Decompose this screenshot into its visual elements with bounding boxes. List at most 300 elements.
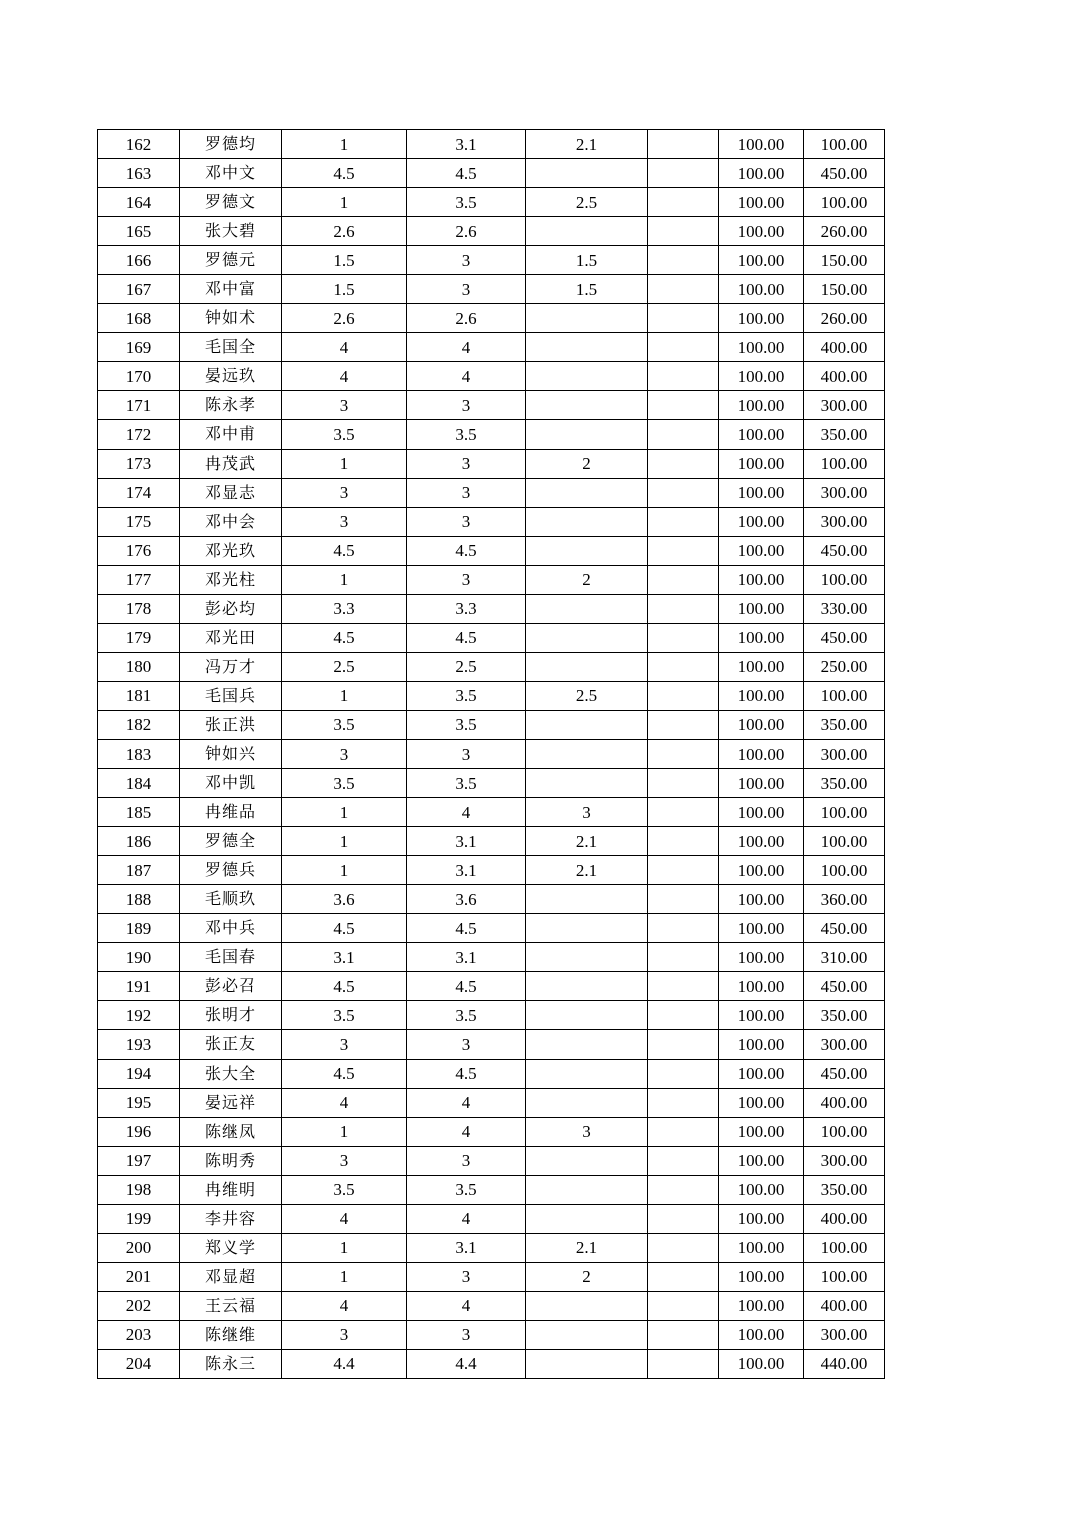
table-row: [98, 536, 885, 565]
table-row: [98, 856, 885, 885]
amount-cell: 100.00: [804, 1262, 885, 1291]
value-c-cell: [526, 1146, 648, 1175]
amount-cell: 100.00: [804, 449, 885, 478]
value-d-cell: [648, 1001, 719, 1030]
value-d-cell: [648, 246, 719, 275]
row-number-cell: 178: [98, 594, 180, 623]
value-d-cell: [648, 391, 719, 420]
unit-price-cell: 100.00: [719, 914, 804, 943]
unit-price-cell: 100.00: [719, 536, 804, 565]
value-c-cell: 2.5: [526, 188, 648, 217]
row-number-cell: 177: [98, 565, 180, 594]
name-cell: 陈永三: [180, 1349, 282, 1378]
value-b-cell: 3: [407, 246, 526, 275]
table-row: [98, 130, 885, 159]
name-cell: 邓中兵: [180, 914, 282, 943]
amount-cell: 400.00: [804, 1088, 885, 1117]
value-a-cell: 3.5: [282, 420, 407, 449]
row-number-cell: 194: [98, 1059, 180, 1088]
value-d-cell: [648, 1146, 719, 1175]
unit-price-cell: 100.00: [719, 769, 804, 798]
row-number-cell: 169: [98, 333, 180, 362]
amount-cell: 350.00: [804, 1001, 885, 1030]
table-row: [98, 217, 885, 246]
name-cell: 邓显志: [180, 478, 282, 507]
value-c-cell: 2: [526, 1262, 648, 1291]
table-row: [98, 739, 885, 768]
value-b-cell: 3.1: [407, 943, 526, 972]
value-a-cell: 3: [282, 1030, 407, 1059]
value-b-cell: 4.5: [407, 914, 526, 943]
table-body: [98, 130, 885, 1379]
name-cell: 罗德全: [180, 827, 282, 856]
name-cell: 晏远玖: [180, 362, 282, 391]
name-cell: 罗德均: [180, 130, 282, 159]
row-number-cell: 174: [98, 478, 180, 507]
value-d-cell: [648, 1175, 719, 1204]
table-row: [98, 333, 885, 362]
value-b-cell: 3.1: [407, 1233, 526, 1262]
unit-price-cell: 100.00: [719, 130, 804, 159]
value-a-cell: 4.5: [282, 536, 407, 565]
table-row: [98, 1175, 885, 1204]
table-row: [98, 246, 885, 275]
data-table: [97, 129, 885, 1379]
value-c-cell: [526, 362, 648, 391]
amount-cell: 440.00: [804, 1349, 885, 1378]
value-b-cell: 4.4: [407, 1349, 526, 1378]
table-row: [98, 275, 885, 304]
row-number-cell: 203: [98, 1320, 180, 1349]
amount-cell: 100.00: [804, 188, 885, 217]
amount-cell: 100.00: [804, 681, 885, 710]
value-d-cell: [648, 1320, 719, 1349]
value-d-cell: [648, 827, 719, 856]
value-b-cell: 3: [407, 565, 526, 594]
name-cell: 张大全: [180, 1059, 282, 1088]
row-number-cell: 195: [98, 1088, 180, 1117]
row-number-cell: 197: [98, 1146, 180, 1175]
unit-price-cell: 100.00: [719, 565, 804, 594]
value-b-cell: 2.5: [407, 652, 526, 681]
name-cell: 张正洪: [180, 710, 282, 739]
value-c-cell: [526, 1349, 648, 1378]
name-cell: 邓中文: [180, 159, 282, 188]
table-row: [98, 449, 885, 478]
name-cell: 郑义学: [180, 1233, 282, 1262]
value-b-cell: 3.6: [407, 885, 526, 914]
table-row: [98, 827, 885, 856]
row-number-cell: 184: [98, 769, 180, 798]
amount-cell: 300.00: [804, 507, 885, 536]
value-c-cell: [526, 739, 648, 768]
value-c-cell: [526, 159, 648, 188]
name-cell: 邓光田: [180, 623, 282, 652]
value-c-cell: [526, 943, 648, 972]
value-d-cell: [648, 623, 719, 652]
value-b-cell: 3: [407, 1146, 526, 1175]
value-a-cell: 4.5: [282, 159, 407, 188]
value-a-cell: 2.6: [282, 217, 407, 246]
value-b-cell: 3.5: [407, 1175, 526, 1204]
value-c-cell: [526, 1030, 648, 1059]
value-a-cell: 1: [282, 827, 407, 856]
value-a-cell: 1: [282, 856, 407, 885]
name-cell: 邓中凯: [180, 769, 282, 798]
name-cell: 李井容: [180, 1204, 282, 1233]
row-number-cell: 170: [98, 362, 180, 391]
value-a-cell: 1: [282, 449, 407, 478]
row-number-cell: 200: [98, 1233, 180, 1262]
value-b-cell: 4: [407, 1117, 526, 1146]
value-c-cell: 3: [526, 1117, 648, 1146]
unit-price-cell: 100.00: [719, 1262, 804, 1291]
value-c-cell: [526, 769, 648, 798]
name-cell: 张正友: [180, 1030, 282, 1059]
unit-price-cell: 100.00: [719, 1030, 804, 1059]
value-a-cell: 3.5: [282, 1001, 407, 1030]
value-c-cell: [526, 652, 648, 681]
unit-price-cell: 100.00: [719, 478, 804, 507]
amount-cell: 400.00: [804, 333, 885, 362]
amount-cell: 100.00: [804, 1117, 885, 1146]
unit-price-cell: 100.00: [719, 1001, 804, 1030]
value-c-cell: 2.5: [526, 681, 648, 710]
value-b-cell: 3.1: [407, 856, 526, 885]
row-number-cell: 168: [98, 304, 180, 333]
amount-cell: 100.00: [804, 856, 885, 885]
value-a-cell: 3: [282, 507, 407, 536]
unit-price-cell: 100.00: [719, 1146, 804, 1175]
amount-cell: 300.00: [804, 739, 885, 768]
value-b-cell: 3: [407, 739, 526, 768]
table-row: [98, 1349, 885, 1378]
name-cell: 张明才: [180, 1001, 282, 1030]
name-cell: 冉维品: [180, 798, 282, 827]
name-cell: 邓中会: [180, 507, 282, 536]
value-b-cell: 4: [407, 333, 526, 362]
table-row: [98, 885, 885, 914]
value-d-cell: [648, 914, 719, 943]
table-row: [98, 623, 885, 652]
name-cell: 罗德兵: [180, 856, 282, 885]
value-a-cell: 3: [282, 1146, 407, 1175]
row-number-cell: 162: [98, 130, 180, 159]
value-a-cell: 3.3: [282, 594, 407, 623]
table-row: [98, 565, 885, 594]
amount-cell: 450.00: [804, 159, 885, 188]
amount-cell: 450.00: [804, 623, 885, 652]
value-a-cell: 4.5: [282, 623, 407, 652]
value-a-cell: 4.4: [282, 1349, 407, 1378]
value-a-cell: 1: [282, 1233, 407, 1262]
value-c-cell: [526, 217, 648, 246]
table-row: [98, 652, 885, 681]
value-a-cell: 3.5: [282, 1175, 407, 1204]
value-a-cell: 2.6: [282, 304, 407, 333]
value-c-cell: [526, 1001, 648, 1030]
value-c-cell: [526, 507, 648, 536]
row-number-cell: 193: [98, 1030, 180, 1059]
value-d-cell: [648, 1349, 719, 1378]
value-c-cell: 1.5: [526, 275, 648, 304]
value-b-cell: 4: [407, 798, 526, 827]
unit-price-cell: 100.00: [719, 449, 804, 478]
name-cell: 邓中富: [180, 275, 282, 304]
name-cell: 彭必召: [180, 972, 282, 1001]
name-cell: 冉茂武: [180, 449, 282, 478]
value-c-cell: 2: [526, 449, 648, 478]
amount-cell: 300.00: [804, 1030, 885, 1059]
unit-price-cell: 100.00: [719, 420, 804, 449]
value-b-cell: 3: [407, 275, 526, 304]
table-row: [98, 1233, 885, 1262]
table-row: [98, 1262, 885, 1291]
value-b-cell: 3.5: [407, 710, 526, 739]
value-d-cell: [648, 304, 719, 333]
value-a-cell: 4: [282, 1291, 407, 1320]
row-number-cell: 204: [98, 1349, 180, 1378]
amount-cell: 150.00: [804, 275, 885, 304]
amount-cell: 400.00: [804, 362, 885, 391]
value-d-cell: [648, 565, 719, 594]
value-a-cell: 3: [282, 391, 407, 420]
amount-cell: 100.00: [804, 1233, 885, 1262]
value-d-cell: [648, 188, 719, 217]
value-b-cell: 4.5: [407, 536, 526, 565]
value-c-cell: [526, 333, 648, 362]
value-d-cell: [648, 1204, 719, 1233]
value-b-cell: 2.6: [407, 217, 526, 246]
amount-cell: 100.00: [804, 827, 885, 856]
unit-price-cell: 100.00: [719, 594, 804, 623]
unit-price-cell: 100.00: [719, 362, 804, 391]
value-b-cell: 4: [407, 1088, 526, 1117]
value-c-cell: [526, 885, 648, 914]
value-d-cell: [648, 1117, 719, 1146]
value-a-cell: 3.5: [282, 710, 407, 739]
table-row: [98, 1204, 885, 1233]
value-d-cell: [648, 449, 719, 478]
value-d-cell: [648, 333, 719, 362]
value-b-cell: 4: [407, 1204, 526, 1233]
unit-price-cell: 100.00: [719, 623, 804, 652]
unit-price-cell: 100.00: [719, 1175, 804, 1204]
value-c-cell: [526, 972, 648, 1001]
name-cell: 毛国兵: [180, 681, 282, 710]
value-d-cell: [648, 1233, 719, 1262]
unit-price-cell: 100.00: [719, 827, 804, 856]
name-cell: 毛顺玖: [180, 885, 282, 914]
unit-price-cell: 100.00: [719, 1291, 804, 1320]
value-b-cell: 4: [407, 362, 526, 391]
unit-price-cell: 100.00: [719, 798, 804, 827]
value-d-cell: [648, 652, 719, 681]
value-a-cell: 3.1: [282, 943, 407, 972]
row-number-cell: 166: [98, 246, 180, 275]
value-c-cell: 2.1: [526, 130, 648, 159]
value-c-cell: [526, 914, 648, 943]
value-b-cell: 3: [407, 449, 526, 478]
value-c-cell: [526, 623, 648, 652]
value-a-cell: 4.5: [282, 972, 407, 1001]
row-number-cell: 164: [98, 188, 180, 217]
value-d-cell: [648, 681, 719, 710]
name-cell: 罗德文: [180, 188, 282, 217]
value-c-cell: 2: [526, 565, 648, 594]
unit-price-cell: 100.00: [719, 159, 804, 188]
value-b-cell: 3: [407, 1320, 526, 1349]
value-b-cell: 3: [407, 478, 526, 507]
amount-cell: 350.00: [804, 769, 885, 798]
amount-cell: 150.00: [804, 246, 885, 275]
row-number-cell: 199: [98, 1204, 180, 1233]
name-cell: 毛国春: [180, 943, 282, 972]
value-d-cell: [648, 739, 719, 768]
amount-cell: 100.00: [804, 798, 885, 827]
table-row: [98, 914, 885, 943]
unit-price-cell: 100.00: [719, 681, 804, 710]
unit-price-cell: 100.00: [719, 943, 804, 972]
unit-price-cell: 100.00: [719, 885, 804, 914]
value-d-cell: [648, 1088, 719, 1117]
value-a-cell: 1: [282, 1117, 407, 1146]
unit-price-cell: 100.00: [719, 1059, 804, 1088]
table-row: [98, 769, 885, 798]
row-number-cell: 187: [98, 856, 180, 885]
value-d-cell: [648, 710, 719, 739]
row-number-cell: 175: [98, 507, 180, 536]
value-d-cell: [648, 275, 719, 304]
value-a-cell: 3: [282, 739, 407, 768]
value-d-cell: [648, 885, 719, 914]
row-number-cell: 167: [98, 275, 180, 304]
value-a-cell: 1: [282, 188, 407, 217]
value-d-cell: [648, 362, 719, 391]
value-d-cell: [648, 1030, 719, 1059]
value-d-cell: [648, 507, 719, 536]
value-a-cell: 4: [282, 333, 407, 362]
table-row: [98, 391, 885, 420]
value-d-cell: [648, 798, 719, 827]
row-number-cell: 179: [98, 623, 180, 652]
value-c-cell: 2.1: [526, 1233, 648, 1262]
value-b-cell: 4.5: [407, 1059, 526, 1088]
row-number-cell: 183: [98, 739, 180, 768]
value-a-cell: 3.5: [282, 769, 407, 798]
table-row: [98, 1320, 885, 1349]
amount-cell: 350.00: [804, 420, 885, 449]
unit-price-cell: 100.00: [719, 710, 804, 739]
amount-cell: 300.00: [804, 1320, 885, 1349]
amount-cell: 450.00: [804, 914, 885, 943]
row-number-cell: 189: [98, 914, 180, 943]
table-row: [98, 478, 885, 507]
table-row: [98, 304, 885, 333]
amount-cell: 260.00: [804, 217, 885, 246]
value-d-cell: [648, 217, 719, 246]
amount-cell: 100.00: [804, 565, 885, 594]
value-d-cell: [648, 943, 719, 972]
value-c-cell: [526, 710, 648, 739]
unit-price-cell: 100.00: [719, 652, 804, 681]
row-number-cell: 165: [98, 217, 180, 246]
amount-cell: 400.00: [804, 1204, 885, 1233]
amount-cell: 360.00: [804, 885, 885, 914]
amount-cell: 450.00: [804, 972, 885, 1001]
name-cell: 邓中甫: [180, 420, 282, 449]
value-a-cell: 4.5: [282, 914, 407, 943]
name-cell: 陈明秀: [180, 1146, 282, 1175]
amount-cell: 300.00: [804, 391, 885, 420]
value-a-cell: 3: [282, 1320, 407, 1349]
name-cell: 邓光柱: [180, 565, 282, 594]
value-a-cell: 1: [282, 1262, 407, 1291]
row-number-cell: 201: [98, 1262, 180, 1291]
amount-cell: 300.00: [804, 478, 885, 507]
value-d-cell: [648, 159, 719, 188]
row-number-cell: 173: [98, 449, 180, 478]
row-number-cell: 176: [98, 536, 180, 565]
unit-price-cell: 100.00: [719, 246, 804, 275]
value-c-cell: [526, 1204, 648, 1233]
amount-cell: 250.00: [804, 652, 885, 681]
row-number-cell: 180: [98, 652, 180, 681]
row-number-cell: 188: [98, 885, 180, 914]
value-c-cell: [526, 420, 648, 449]
unit-price-cell: 100.00: [719, 1204, 804, 1233]
row-number-cell: 186: [98, 827, 180, 856]
unit-price-cell: 100.00: [719, 856, 804, 885]
value-b-cell: 4: [407, 1291, 526, 1320]
name-cell: 冉维明: [180, 1175, 282, 1204]
table-row: [98, 1088, 885, 1117]
table-row: [98, 159, 885, 188]
amount-cell: 310.00: [804, 943, 885, 972]
value-b-cell: 3.5: [407, 1001, 526, 1030]
value-d-cell: [648, 1262, 719, 1291]
table-row: [98, 681, 885, 710]
value-c-cell: [526, 478, 648, 507]
amount-cell: 350.00: [804, 1175, 885, 1204]
table-row: [98, 507, 885, 536]
name-cell: 毛国全: [180, 333, 282, 362]
value-c-cell: [526, 304, 648, 333]
value-c-cell: 3: [526, 798, 648, 827]
row-number-cell: 190: [98, 943, 180, 972]
amount-cell: 400.00: [804, 1291, 885, 1320]
value-b-cell: 3.5: [407, 420, 526, 449]
unit-price-cell: 100.00: [719, 217, 804, 246]
name-cell: 陈继凤: [180, 1117, 282, 1146]
value-c-cell: [526, 1175, 648, 1204]
name-cell: 邓显超: [180, 1262, 282, 1291]
value-d-cell: [648, 130, 719, 159]
amount-cell: 330.00: [804, 594, 885, 623]
value-a-cell: 1: [282, 798, 407, 827]
amount-cell: 450.00: [804, 536, 885, 565]
value-a-cell: 4: [282, 1204, 407, 1233]
value-b-cell: 3.1: [407, 827, 526, 856]
value-d-cell: [648, 856, 719, 885]
unit-price-cell: 100.00: [719, 333, 804, 362]
row-number-cell: 181: [98, 681, 180, 710]
value-b-cell: 3.1: [407, 130, 526, 159]
table-row: [98, 972, 885, 1001]
value-a-cell: 2.5: [282, 652, 407, 681]
value-d-cell: [648, 536, 719, 565]
unit-price-cell: 100.00: [719, 188, 804, 217]
